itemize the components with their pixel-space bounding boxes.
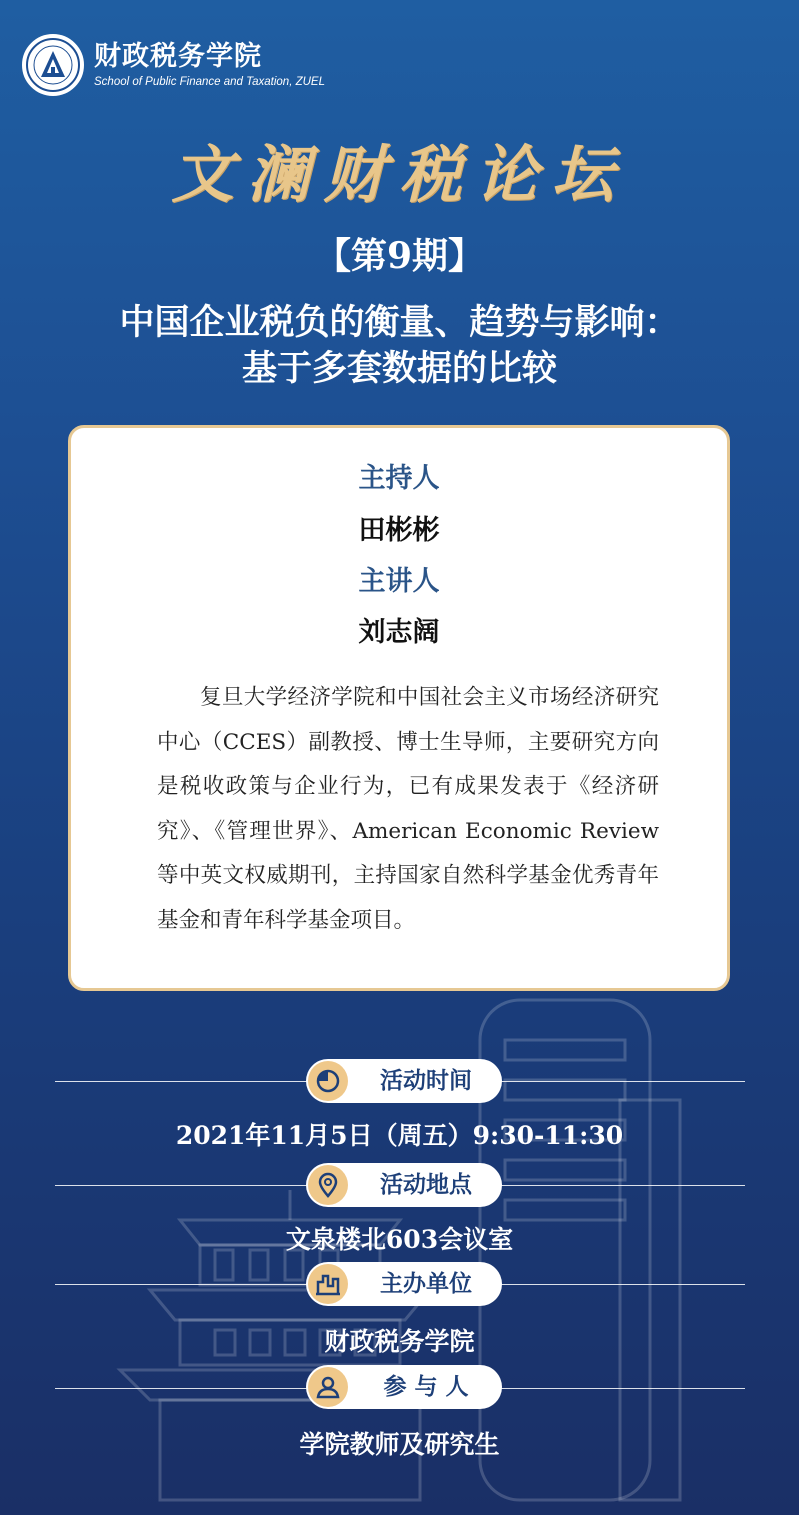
participants-value: 学院教师及研究生	[299, 1430, 500, 1459]
organizer-pill	[306, 1262, 502, 1306]
talk-title	[0, 300, 799, 392]
forum-title: 文澜财税论坛	[171, 138, 628, 211]
person-icon	[308, 1367, 348, 1407]
time-value: 2021年11月5日（周五）9:30-11:30	[175, 1121, 624, 1150]
talk-title-line2: 基于多套数据的比较	[241, 348, 557, 389]
place-value: 文泉楼北603会议室	[285, 1225, 514, 1254]
speaker-card	[68, 425, 730, 991]
time-pill	[306, 1059, 502, 1103]
building-icon	[308, 1264, 348, 1304]
speaker-name: 刘志阔	[358, 617, 440, 648]
issue-number: 【第9期】	[314, 235, 485, 277]
location-pin-icon	[308, 1165, 348, 1205]
host-role-label: 主持人	[358, 463, 440, 494]
place-pill	[306, 1163, 502, 1207]
speaker-bio: 复旦大学经济学院和中国社会主义市场经济研究中心（CCES）副教授、博士生导师，主要研究方向是税收政策与企业行为，已有成果发表于《经济研究》、《管理世界》、American Economic Review等中英文权威期刊，主持国家自然科学基金优秀青年基金和青年科学基金项目。	[157, 685, 659, 933]
host-name: 田彬彬	[358, 515, 440, 546]
university-seal-icon	[22, 34, 84, 96]
talk-title-line1: 中国企业税负的衡量、趋势与影响：	[119, 302, 680, 343]
school-name-en: School of Public Finance and Taxation, ZUEL	[94, 76, 325, 88]
participants-label: 参 与 人	[383, 1373, 469, 1400]
time-label: 活动时间	[380, 1067, 472, 1094]
organizer-label: 主办单位	[380, 1270, 472, 1297]
school-logo	[22, 34, 325, 96]
place-label: 活动地点	[380, 1171, 472, 1198]
participants-pill	[306, 1365, 502, 1409]
speaker-role-label: 主讲人	[358, 566, 440, 597]
organizer-value: 财政税务学院	[324, 1327, 475, 1356]
school-name-cn: 财政税务学院	[94, 41, 262, 72]
clock-icon	[308, 1061, 348, 1101]
